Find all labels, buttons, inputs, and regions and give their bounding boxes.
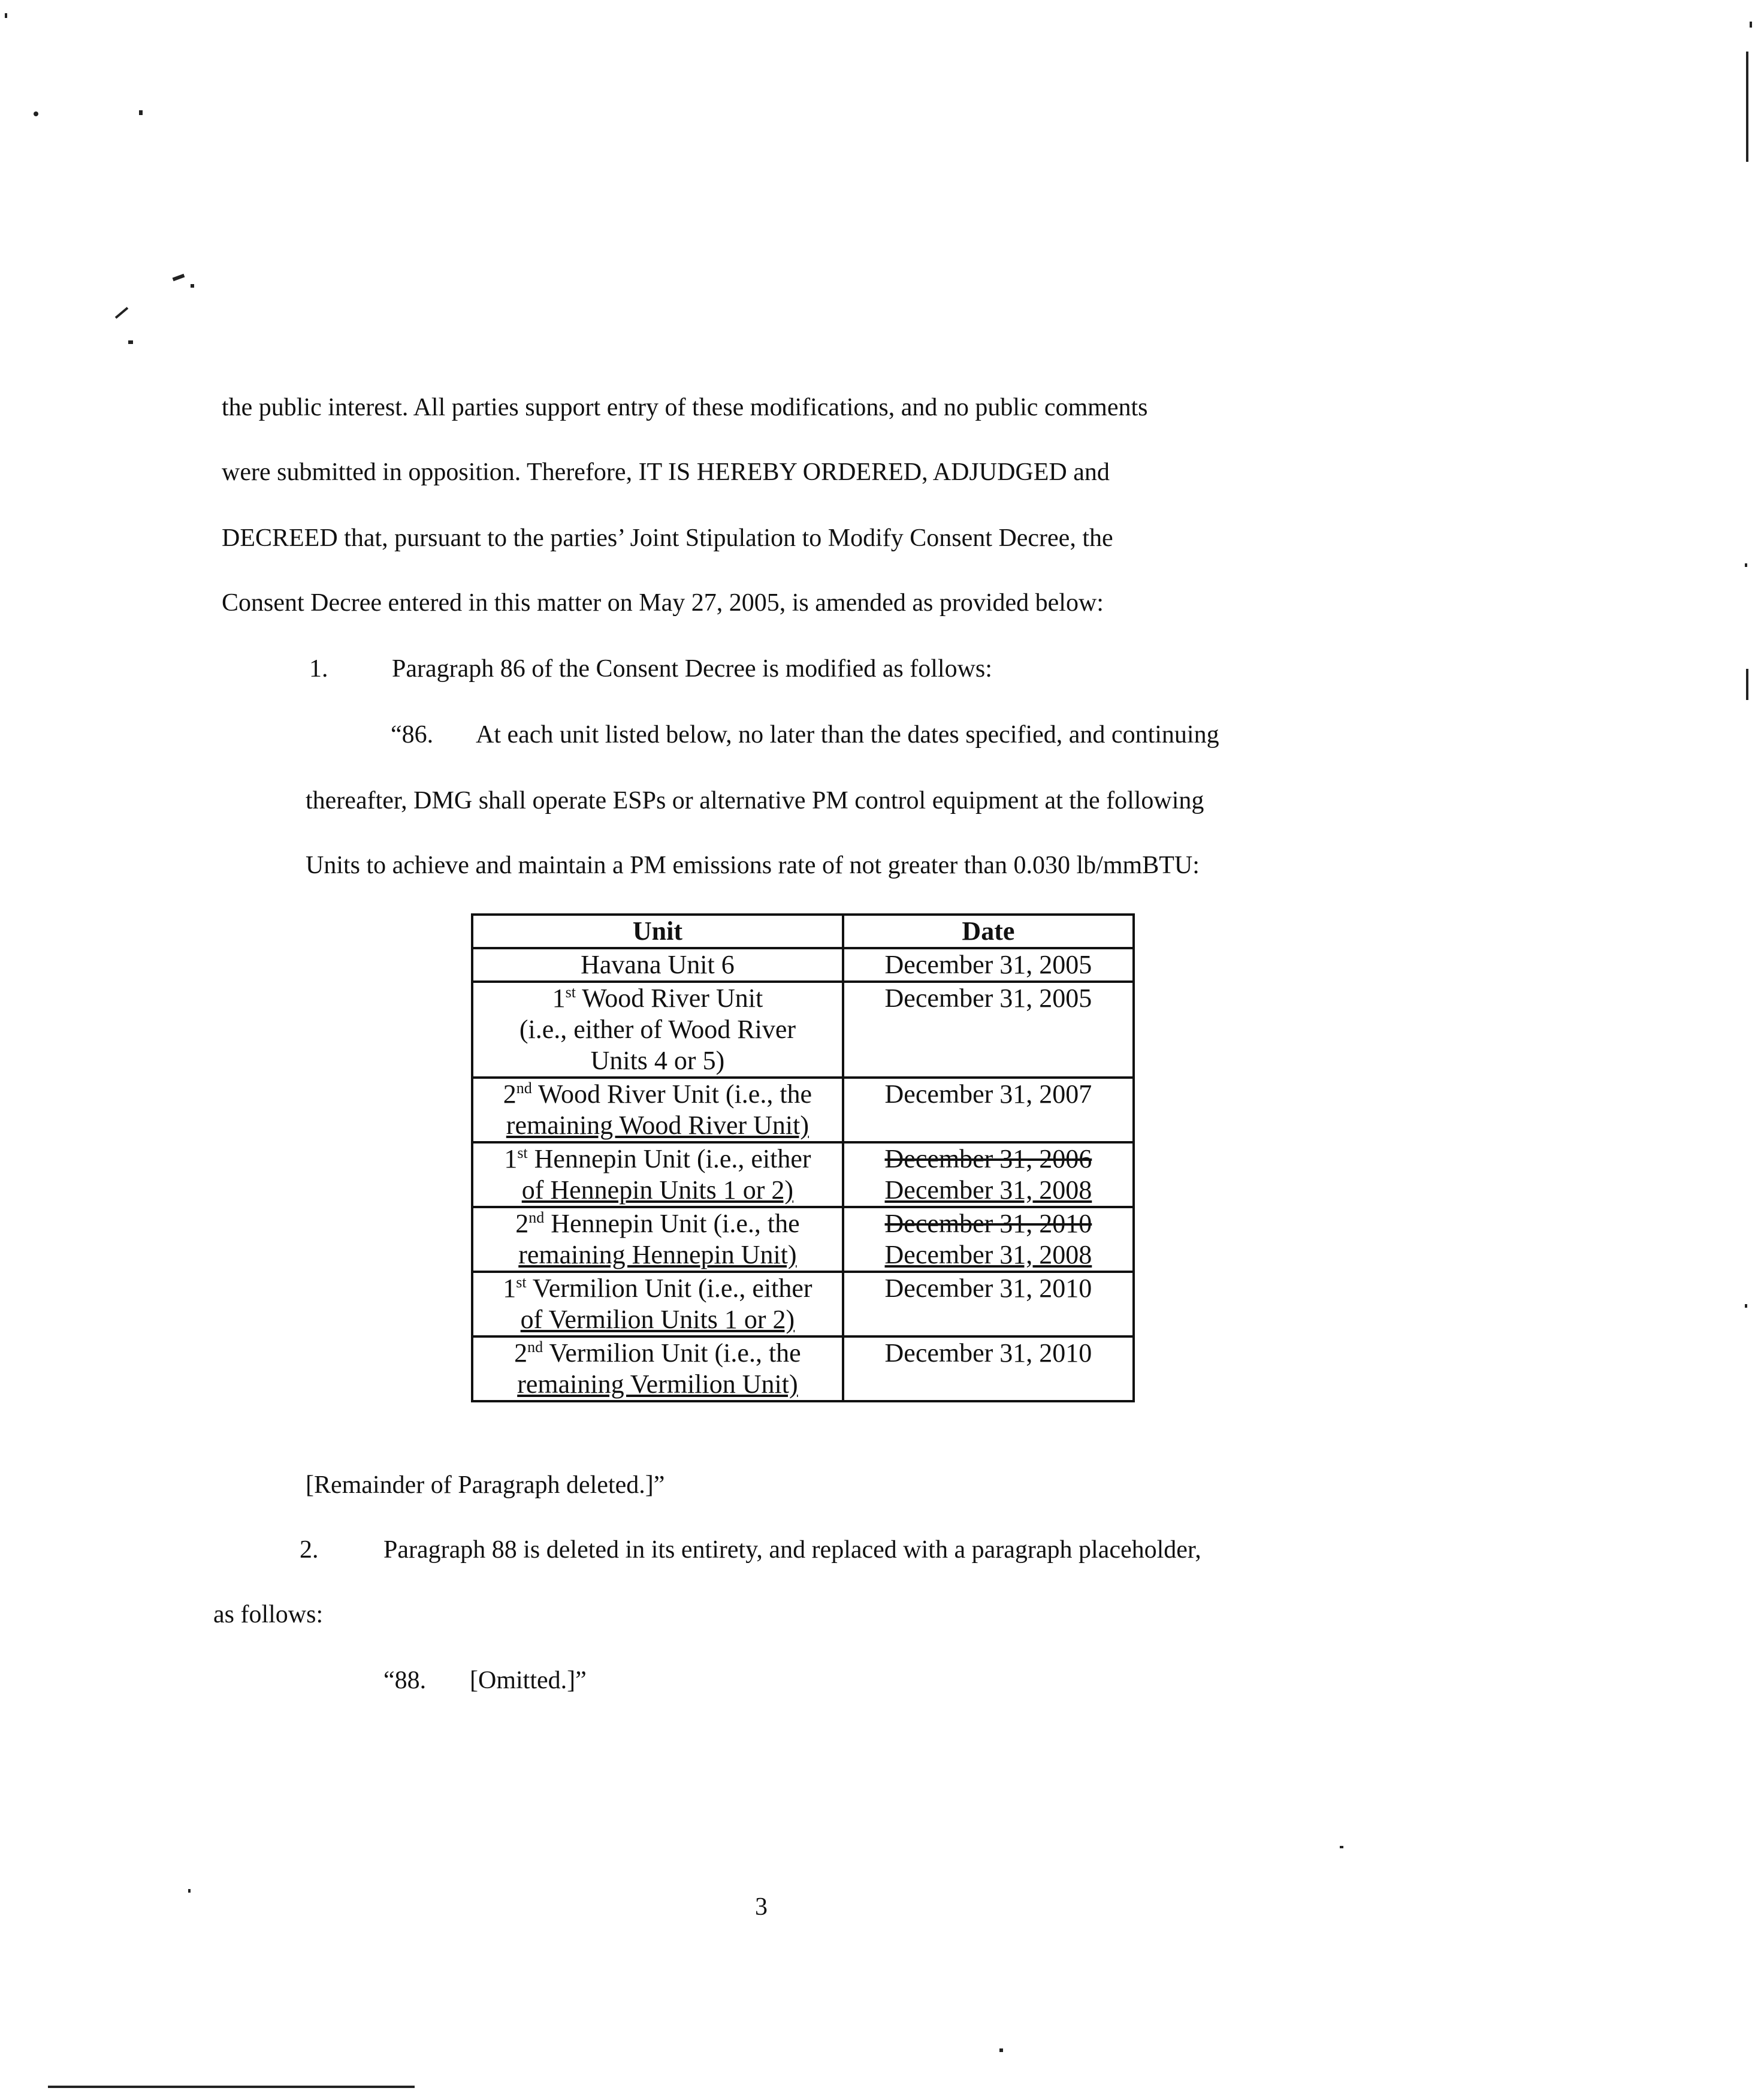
scan-speck: [1745, 1304, 1747, 1308]
date-cell: December 31, 2005: [843, 948, 1134, 982]
table-row: [472, 1207, 1134, 1272]
scan-speck: [173, 274, 185, 281]
scan-speck: [1340, 1846, 1343, 1848]
body-text-line: DECREED that, pursuant to the parties’ Joint Stipulation to Modify Consent Decree, the: [222, 524, 1113, 552]
body-text-line: the public interest. All parties support entry of these modifications, and no public comments: [222, 394, 1148, 421]
unit-cell: 2nd Hennepin Unit (i.e., the remaining Hennepin Unit): [472, 1207, 843, 1272]
column-header-date: Date: [843, 915, 1134, 948]
scan-speck: [1746, 669, 1748, 700]
date-cell: December 31, 2010: [843, 1272, 1134, 1336]
table-row: [472, 1336, 1134, 1401]
scan-speck: [139, 110, 143, 115]
date-cell: [843, 1207, 1134, 1272]
table-header-row: [472, 915, 1134, 948]
paragraph-88-number: “88.: [383, 1667, 427, 1694]
scan-speck: [1746, 52, 1748, 162]
unit-cell: 1st Wood River Unit (i.e., either of Wood River Units 4 or 5): [472, 982, 843, 1078]
item-2-text: Paragraph 88 is deleted in its entirety, and replaced with a paragraph placeholder,: [383, 1536, 1201, 1564]
deleted-date: December 31, 2010: [884, 1209, 1092, 1238]
paragraph-86-number: “86.: [391, 721, 434, 749]
paragraph-86-text: thereafter, DMG shall operate ESPs or alternative PM control equipment at the following: [306, 787, 1204, 814]
date-cell: December 31, 2005: [843, 982, 1134, 1078]
item-2-number: 2.: [300, 1536, 319, 1564]
scan-speck: [999, 2048, 1003, 2052]
scan-speck: [115, 307, 128, 319]
date-cell: December 31, 2007: [843, 1078, 1134, 1142]
body-text-line: Consent Decree entered in this matter on May 27, 2005, is amended as provided below:: [222, 589, 1104, 617]
page-number: 3: [755, 1893, 768, 1921]
scan-footer-rule: [48, 2086, 415, 2088]
body-text-line: were submitted in opposition. Therefore, IT IS HEREBY ORDERED, ADJUDGED and: [222, 458, 1110, 486]
deleted-date: December 31, 2006: [884, 1144, 1092, 1173]
unit-date-table: [471, 913, 1135, 1402]
table-row: [472, 948, 1134, 982]
date-cell: [843, 1142, 1134, 1207]
item-1-number: 1.: [309, 655, 328, 683]
item-2-text: as follows:: [213, 1601, 324, 1628]
paragraph-88-text: [Omitted.]”: [470, 1667, 587, 1694]
scan-speck: [5, 13, 7, 18]
scan-speck: [191, 284, 194, 288]
table-row: [472, 1142, 1134, 1207]
unit-cell: 2nd Wood River Unit (i.e., the remaining Wood River Unit): [472, 1078, 843, 1142]
unit-cell: 1st Vermilion Unit (i.e., either of Vermilion Units 1 or 2): [472, 1272, 843, 1336]
paragraph-86-text: At each unit listed below, no later than the dates specified, and continuing: [476, 721, 1219, 749]
unit-cell: 2nd Vermilion Unit (i.e., the remaining Vermilion Unit): [472, 1336, 843, 1401]
scan-speck: [188, 1889, 191, 1893]
table-row: [472, 982, 1134, 1078]
scan-speck: [1745, 563, 1747, 567]
scan-speck: [1750, 22, 1752, 28]
inserted-date: December 31, 2008: [884, 1240, 1092, 1269]
table-row: [472, 1272, 1134, 1336]
inserted-date: December 31, 2008: [884, 1175, 1092, 1205]
paragraph-86-text: Units to achieve and maintain a PM emissions rate of not greater than 0.030 lb/mmBTU:: [306, 852, 1200, 879]
remainder-note: [Remainder of Paragraph deleted.]”: [306, 1471, 665, 1499]
unit-cell: Havana Unit 6: [472, 948, 843, 982]
unit-cell: 1st Hennepin Unit (i.e., either of Hennepin Units 1 or 2): [472, 1142, 843, 1207]
scan-speck: [34, 111, 38, 116]
item-1-text: Paragraph 86 of the Consent Decree is modified as follows:: [392, 655, 992, 683]
scan-speck: [128, 340, 133, 344]
date-cell: December 31, 2010: [843, 1336, 1134, 1401]
column-header-unit: Unit: [472, 915, 843, 948]
table-row: [472, 1078, 1134, 1142]
